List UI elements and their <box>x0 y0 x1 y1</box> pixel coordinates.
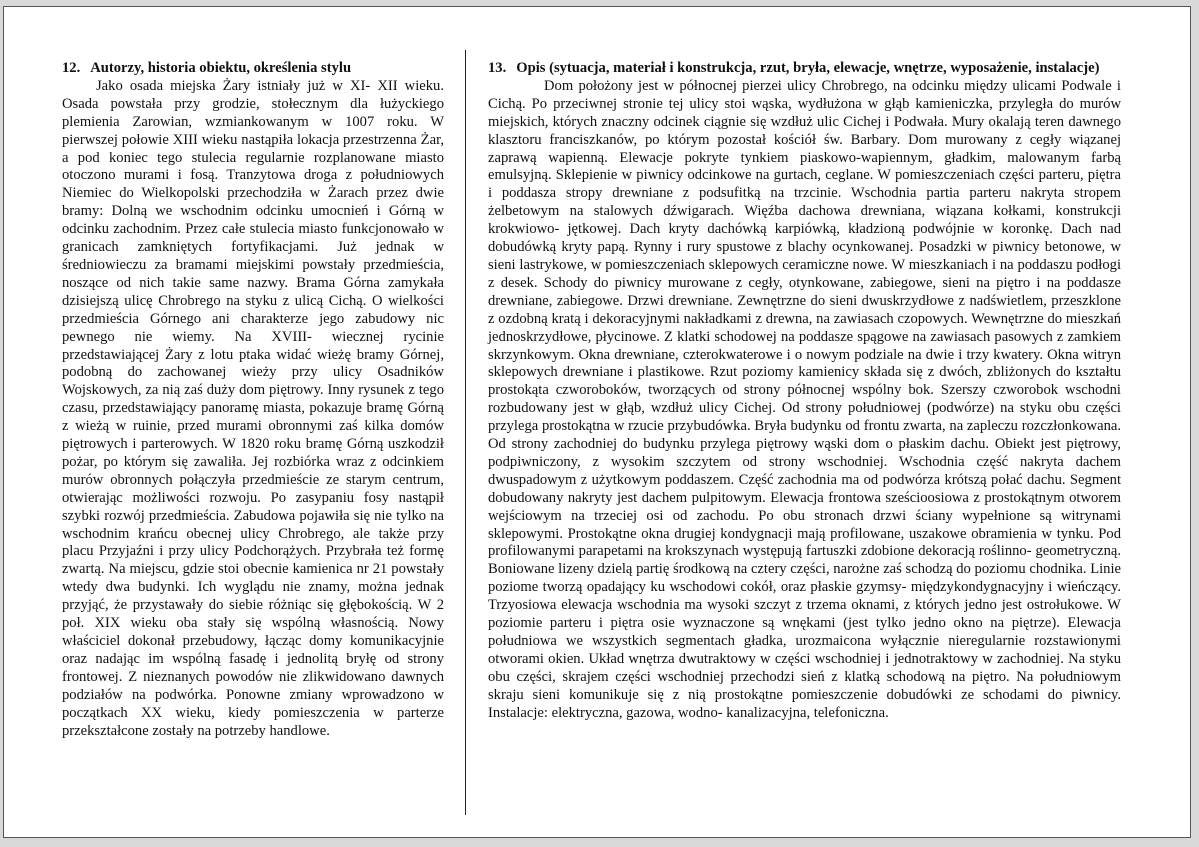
section-12-number: 12. <box>62 60 81 76</box>
section-12 <box>62 60 444 740</box>
column-divider <box>465 50 466 815</box>
section-13 <box>488 60 1121 723</box>
section-13-number: 13. <box>488 60 507 76</box>
section-13-heading <box>488 60 1121 78</box>
document-page <box>3 6 1191 838</box>
section-12-heading <box>62 60 444 78</box>
section-13-title: Opis (sytuacja, materiał i konstrukcja, rzut, bryła, elewacje, wnętrze, wyposażenie, instalacje) <box>516 60 1100 76</box>
section-12-title: Autorzy, historia obiektu, określenia stylu <box>90 60 352 76</box>
section-13-text: Dom położony jest w północnej pierzei ulicy Chrobrego, na odcinku między ulicami Podwale i Cichą. Po przeciwnej stronie tej ulicy stoi wąska, wydłużona w głąb kamieniczka, przyległa do murów miejskich, których znaczny odcinek ciągnie się wzdłuż ulic Cichej i Podwała. Mury okalają teren dawnego klasztoru franciszkanów, po którym pozostał kościół św. Barbary. Dom murowany z cegły wiązanej zaprawą wapienną. Elewacje pokryte tynkiem piaskowo-wapiennym, gładkim, malowanym farbą emulsyjną. Sklepienie w piwnicy odcinkowe na gurtach, ceglane. W pomieszczeniach części parteru, piętra i poddasza stropy drewniane z podsufitką na trzcinie. Wschodnia partia parteru nakryta stropem żelbetowym na stalowych dźwigarach. Więźba dachowa drewniana, wiązana kołkami, konstrukcji krokwiowo- jętkowej. Dach kryty dachówką karpiówką, kładzioną podwójnie w koronkę. Dach nad dobudówką kryty papą. Rynny i rury spustowe z blachy ocynkowanej. Posadzki w piwnicy betonowe, w sieni lastrykowe, w pomieszczeniach sklepowych ceramiczne nowe. W mieszkaniach i na poddaszu podłogi z desek. Schody do piwnicy murowane z cegły, otynkowane, zabiegowe, sieni na piętro i na poddasze drewniane, zabiegowe. Drzwi drewniane. Zewnętrzne do sieni dwuskrzydłowe z nadświetlem, przeszklone z ozdobną kratą i dekoracyjnymi nakładkami z drewna, na zawiasach czopowych. Wewnętrzne do mieszkań jednoskrzydłowe, płycinowe. Z klatki schodowej na poddasze spągowe na zawiasach pasowych z zamkiem skrzynkowym. Okna drewniane, czterokwaterowe i o nowym podziale na dwie i trzy kwatery. Okna witryn sklepowych drewniane i plastikowe. Rzut poziomy kamienicy składa się z dwóch, zbliżonych do kształtu prostokąta czworoboków, tworzących od strony północnej wspólny bok. Szerszy czworobok wschodni rozbudowany jest w głąb, wzdłuż ulicy Cichej. Od strony południowej (podwórze) na styku obu części przylega prostokątna w rzucie przybudówka. Bryła budynku od frontu zwarta, na zapleczu rozczłonkowana. Od strony zachodniej do budynku przylega piętrowy wąski dom o płaskim dachu. Obiekt jest piętrowy, podpiwniczony, z wysokim szczytem od strony wschodniej. Wschodnia część nakryta dachem dwuspadowym z użytkowym poddaszem. Część zachodnia ma od podwórza krótszą połać dachu. Segment dobudowany nakryty jest dachem pulpitowym. Elewacja frontowa sześcioosiowa z prostokątnym otworem wejściowym na trzeciej osi od zachodu. Po obu stronach drzwi ściany wypełnione są witrynami sklepowymi. Prostokątne okna drugiej kondygnacji mają profilowane, uszakowe obramienia w tynku. Pod profilowanymi parapetami na krokszynach występują fartuszki zdobione dekoracją roślinno- geometryczną. Boniowane lizeny dzielą partię środkową na cztery części, narożne zaś schodzą do poziomu chodnika. Linie poziome tworzą opadający ku wschodowi cokół, oraz płaskie gzymsy- międzykondygnacyjny i wieńczący. Trzyosiowa elewacja wschodnia ma wysoki szczyt z trzema oknami, z których jedno jest ostrołukowe. W poziomie parteru i piętra osie wyznaczone są wnękami (jest tylko jedno okno na piętrze). Elewacja południowa we wszystkich segmentach gładka, urozmaicona wyłącznie nieregularnie rozstawionymi otworami okien. Układ wnętrza dwutraktowy w części wschodniej i jednotraktowy w zachodniej. Na styku obu części, skrajem części wschodniej przechodzi sień z klatką schodową na piętro. Na południowym skraju sieni komunikuje się z nią prostokątne pomieszczenie dobudówki ze schodami do piwnicy. Instalacje: elektryczna, gazowa, wodno- kanalizacyjna, telefoniczna. <box>488 77 1121 721</box>
section-12-text: Jako osada miejska Żary istniały już w XI- XII wieku. Osada powstała przy grodzie, stołecznym dla łużyckiego plemienia Zarowian, wzmiankowanym w 1007 roku. W pierwszej połowie XIII wieku nastąpiła lokacja przestrzenna Żar, a pod koniec tego stulecia regularnie rozplanowane miasto otoczono murami i fosą. Tranzytowa droga z południowych Niemiec do Wielkopolski przechodziła w Żarach przez dwie bramy: Dolną we wschodnim odcinku umocnień i Górną w odcinku zachodnim. Przez całe stulecia miasto funkcjonowało w granicach zamkniętych fortyfikacjami. Już jednak w średniowieczu za bramami miejskimi powstały przedmieścia, noszące od nich takie same nazwy. Brama Górna zamykała dzisiejszą ulicę Chrobrego na styku z ulicą Cichą. O wielkości przedmieścia Górnego ani charakterze jego zabudowy nic pewnego nie wiemy. Na XVIII- wiecznej rycinie przedstawiającej Żary z lotu ptaka widać wieżę bramy Górnej, podobną do zachowanej wieży przy ulicy Osadników Wojskowych, za nią zaś duży dom piętrowy. Inny rysunek z tego czasu, przedstawiający panoramę miasta, pokazuje bramę Górną z wieżą w ruinie, przed murami obronnymi zaś kilka domów piętrowych i parterowych. W 1820 roku bramę Górną uszkodził pożar, po którym się zawaliła. Jej rozbiórka wraz z odcinkiem murów obronnych połączyła przedmieście ze starym centrum, otwierając możliwości rozwoju. Po zasypaniu fosy nastąpił szybki rozwój przedmieścia. Zabudowa pojawiła się nie tylko na wschodnim krańcu obecnej ulicy Chrobrego, ale także przy placu Przyjaźni i przy ulicy Podchorążych. Przybrała też formę zwartą. Na miejscu, gdzie stoi obecnie kamienica nr 21 powstały wtedy dwa budynki. Ich wyglądu nie znamy, można jednak przyjąć, że przystawały do siebie różniąc się głębokością. W 2 poł. XIX wieku oba stały się wspólną własnością. Nowy właściciel dokonał przebudowy, łącząc domy komunikacyjnie oraz nadając im wspólną fasadę i jednolitą bryłę od strony frontowej. Z nieznanych powodów nie zlikwidowano dawnych podziałów na podwórka. Ponowne zmiany wprowadzono w początkach XX wieku, kiedy pomieszczenia w parterze przekształcone zostały na potrzeby handlowe. <box>62 77 444 739</box>
